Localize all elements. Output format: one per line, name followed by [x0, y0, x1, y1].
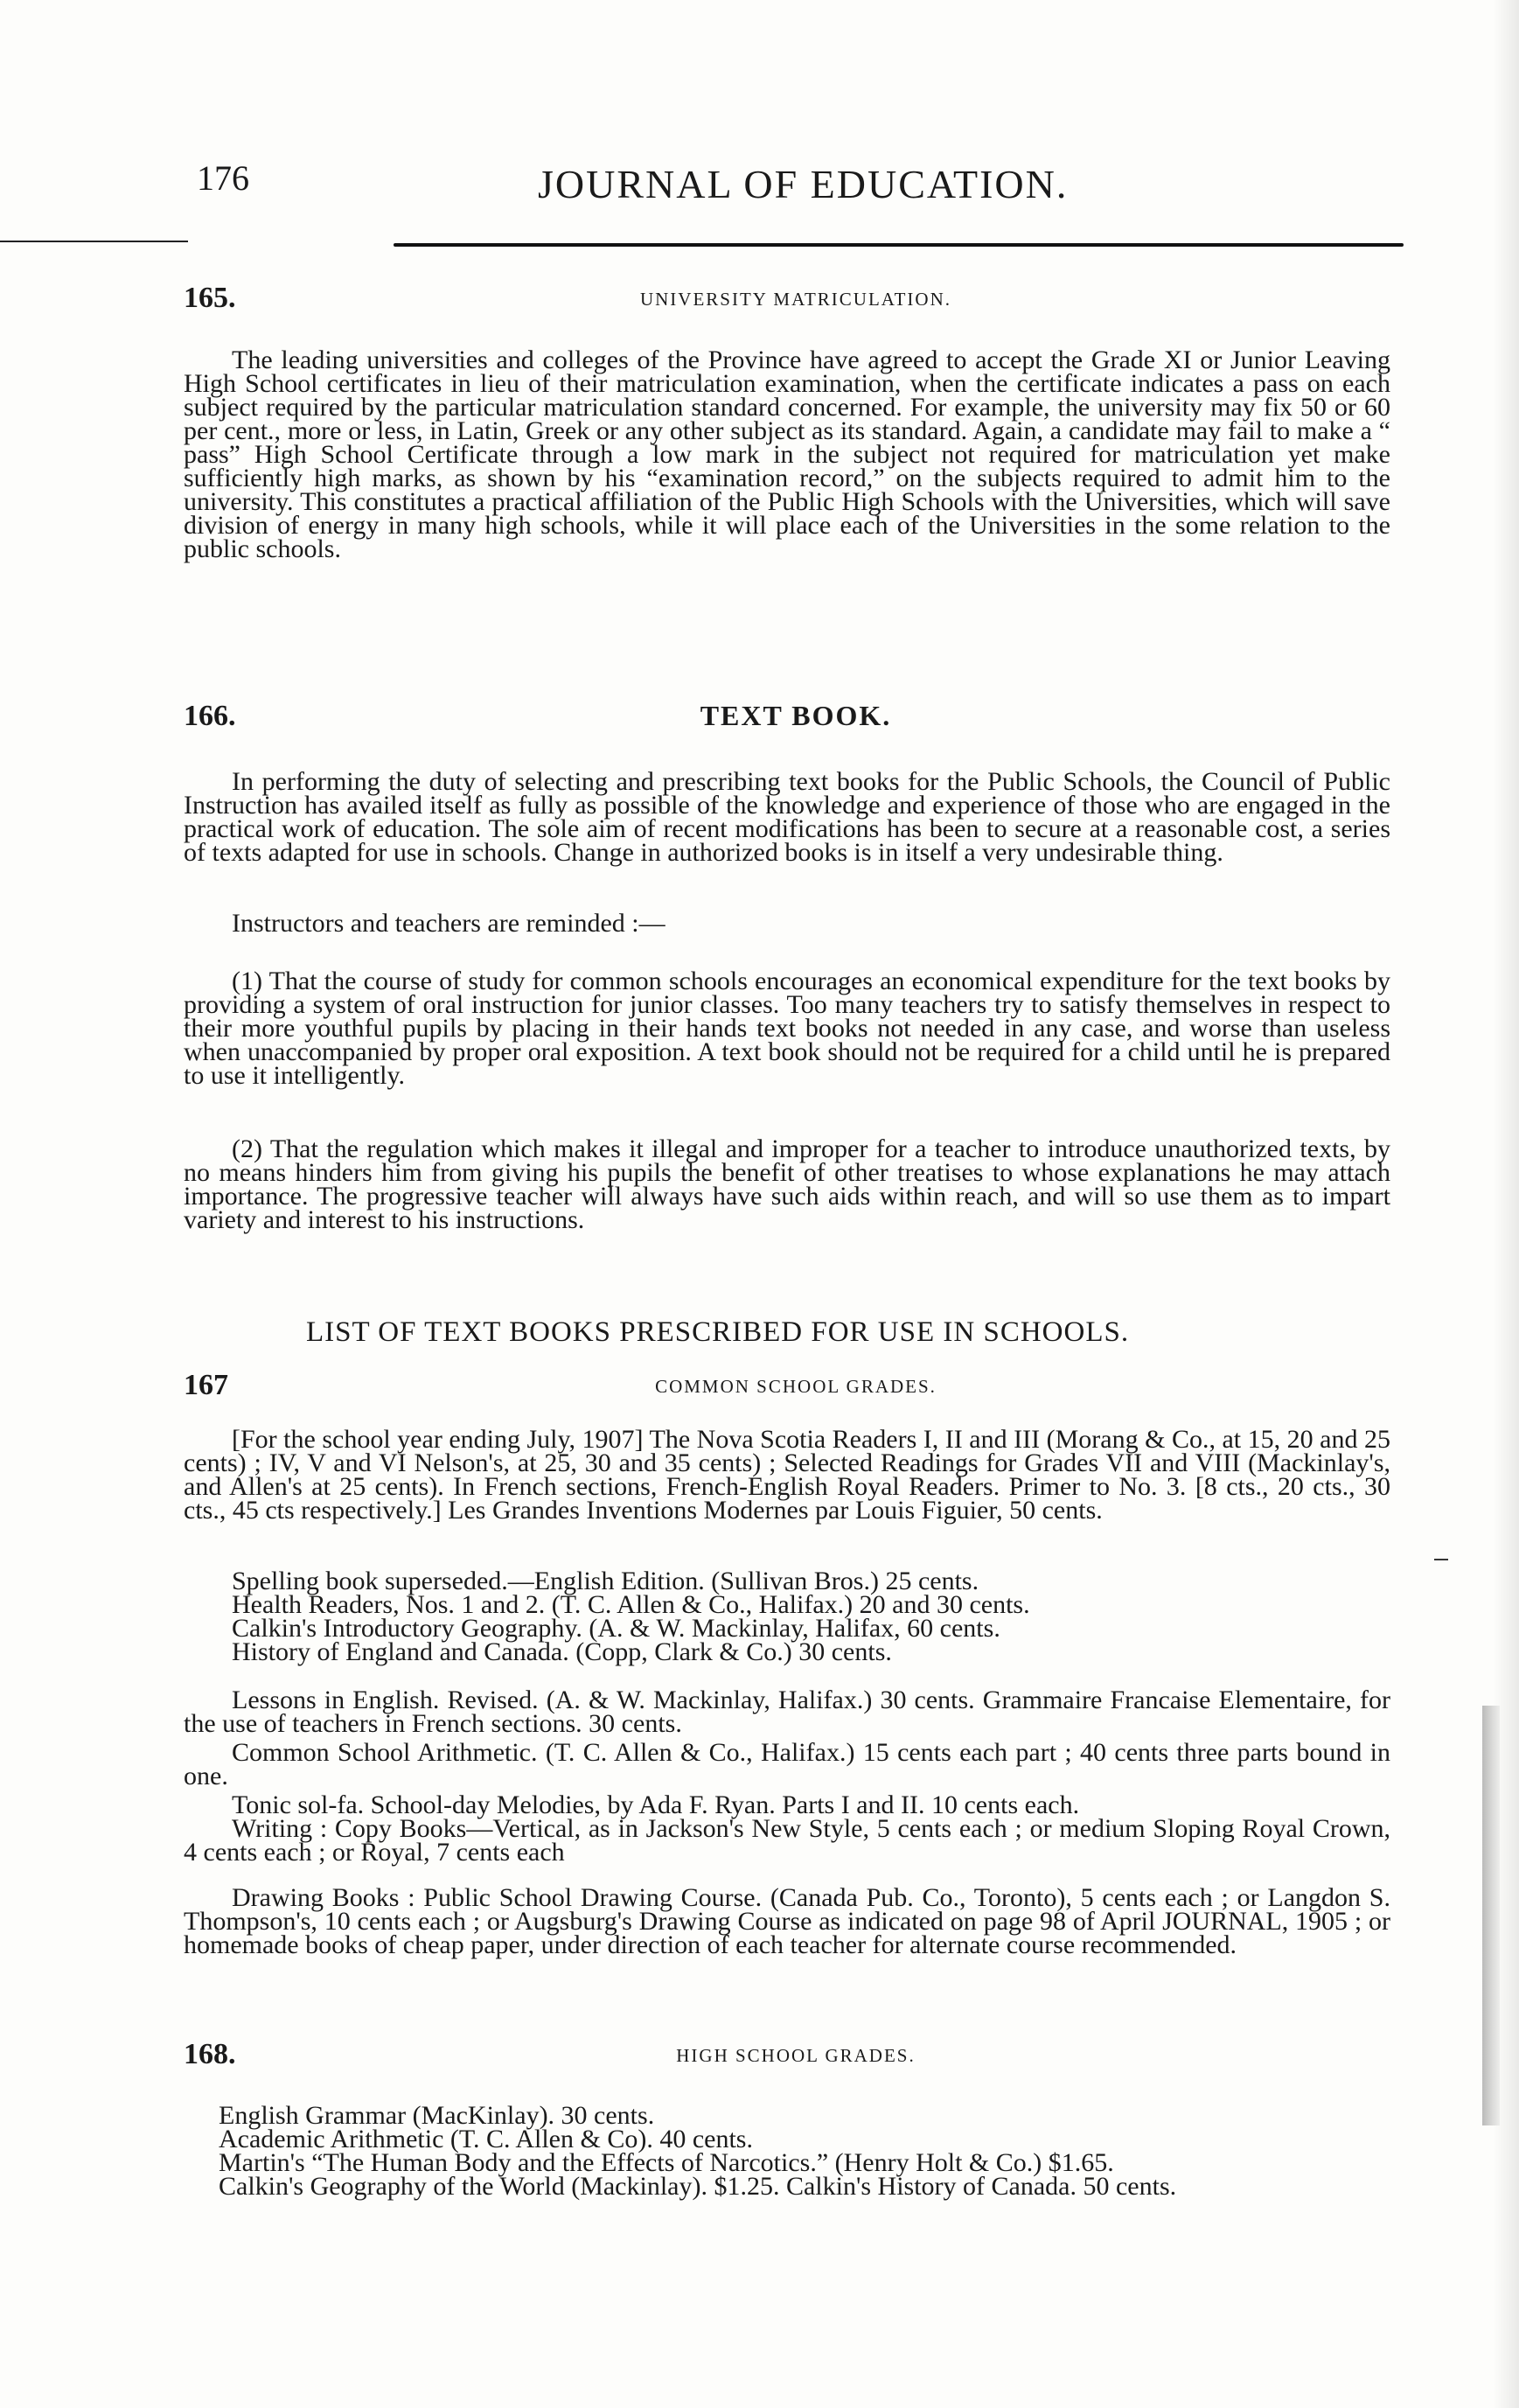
section-166-item-1: (1) That the course of study for common schools encourages an economical expenditure for the text books by providing a system of oral instruction for junior classes. Too many teachers try to satisfy themselves in respect to their more youthful pupils by placing in their hands text books not needed in any case, and worse than useless when unaccompanied by proper oral exposition. A text book should not be required for a child until he is prepared to use it intelligently. — [184, 967, 1390, 1090]
section-166-item-2: (2) That the regulation which makes it illegal and improper for a teacher to introduce unauthorized texts, by no means hinders him from giving his pupils the benefit of other treatises to whose explanations he may attach importance. The progressive teacher will always have such aids within reach, and will so use them as to impart variety and interest to his instructions. — [184, 1134, 1390, 1234]
common-school-item: History of England and Canada. (Copp, Clark & Co.) 30 cents. — [232, 1637, 892, 1666]
page-edge-gradient — [1493, 0, 1519, 2408]
section-165-heading — [184, 282, 1408, 317]
common-school-item: Common School Arithmetic. (T. C. Allen & Co., Halifax.) 15 cents each part ; 40 cents three parts bound in one. — [184, 1738, 1390, 1790]
header-rule-right — [394, 243, 1404, 247]
page-header — [197, 157, 1404, 219]
common-school-item: Spelling book superseded.—English Edition. (Sullivan Bros.) 25 cents. — [232, 1567, 979, 1595]
section-166-paragraph-2: Instructors and teachers are reminded :— — [232, 909, 665, 938]
section-166-heading — [184, 700, 1408, 735]
section-number: 166. — [184, 700, 236, 732]
high-school-item: Academic Arithmetic (T. C. Allen & Co). 40 cents. — [219, 2125, 753, 2153]
page-number: 176 — [197, 158, 249, 198]
section-title: TEXT BOOK. — [700, 700, 892, 731]
section-166-paragraph-1: In performing the duty of selecting and prescribing text books for the Public Schools, the Council of Public Instruction has availed itself as fully as possible of the knowledge and experience of those who are engaged in the practical work of education. The sole aim of recent modifications has been to secure at a reasonable cost, a series of texts adapted for use in schools. Change in authorized books is in itself a very undesirable thing. — [184, 767, 1390, 867]
common-school-item: Tonic sol-fa. School-day Melodies, by Ada F. Ryan. Parts I and II. 10 cents each. — [232, 1790, 1080, 1819]
common-school-item: Calkin's Introductory Geography. (A. & W. Mackinlay, Halifax, 60 cents. — [232, 1614, 1000, 1643]
header-rule-left — [0, 241, 188, 242]
section-title: UNIVERSITY MATRICULATION. — [639, 289, 952, 310]
margin-dash — [1434, 1559, 1448, 1560]
section-168-heading — [184, 2038, 1408, 2073]
list-heading: LIST OF TEXT BOOKS PRESCRIBED FOR USE IN SCHOOLS. — [306, 1316, 1130, 1348]
high-school-item: English Grammar (MacKinlay). 30 cents. — [219, 2101, 655, 2130]
section-title: COMMON SCHOOL GRADES. — [655, 1376, 937, 1397]
high-school-item: Calkin's Geography of the World (Mackinlay). $1.25. Calkin's History of Canada. 50 cents. — [219, 2172, 1177, 2201]
journal-title: JOURNAL OF EDUCATION. — [538, 162, 1069, 206]
section-number: 167 — [184, 1369, 228, 1401]
common-school-item: Lessons in English. Revised. (A. & W. Mackinlay, Halifax.) 30 cents. Grammaire Francaise Elementaire, for the use of teachers in French sections. 30 cents. — [184, 1686, 1390, 1738]
section-number: 168. — [184, 2038, 236, 2070]
section-167-heading — [184, 1369, 1408, 1404]
common-school-item: Drawing Books : Public School Drawing Course. (Canada Pub. Co., Toronto), 5 cents each ; or Langdon S. Thompson's, 10 cents each ; or Augsburg's Drawing Course as indicated on page 98 of April JOURNAL, 1905 ; or homemade books of cheap paper, under direction of each teacher for alternate course recommended. — [184, 1883, 1390, 1959]
high-school-list — [184, 2101, 1390, 2201]
common-school-item: Health Readers, Nos. 1 and 2. (T. C. Allen & Co., Halifax.) 20 and 30 cents. — [232, 1590, 1030, 1619]
section-number: 165. — [184, 282, 236, 314]
common-school-intro: [For the school year ending July, 1907] The Nova Scotia Readers I, II and III (Morang & Co., at 15, 20 and 25 cents) ; IV, V and VI Nelson's, at 25, 30 and 35 cents) ; Selected Readings for Grades VII and VIII (Mackinlay's, and Allen's at 25 cents). In French sections, French-English Royal Readers. Primer to No. 3. [8 cts., 20 cts., 30 cts., 45 cts respectively.] Les Grandes Inventions Modernes par Louis Figuier, 50 cents. — [184, 1425, 1390, 1525]
high-school-item: Martin's “The Human Body and the Effects of Narcotics.” (Henry Holt & Co.) $1.65. — [219, 2148, 1114, 2177]
common-school-item: Writing : Copy Books—Vertical, as in Jackson's New Style, 5 cents each ; or medium Sloping Royal Crown, 4 cents each ; or Royal, 7 cents each — [184, 1814, 1390, 1867]
section-165-paragraph: The leading universities and colleges of the Province have agreed to accept the Grade XI or Junior Leaving High School certificates in lieu of their matriculation examination, when the certificate indicates a pass on each subject required by the particular matriculation standard concerned. For example, the university may fix 50 or 60 per cent., more or less, in Latin, Greek or any other subject as its standard. Again, a candidate may fail to make a “ pass” High School Certificate through a low mark in the subject not required for matriculation yet make sufficiently high marks, as shown by his “examination record,” on the subjects required to admit him to the university. This constitutes a practical affiliation of the Public High Schools with the Universities, which will save division of energy in many high schools, while it will place each of the Universities in the some relation to the public schools. — [184, 345, 1390, 563]
section-title: HIGH SCHOOL GRADES. — [676, 2045, 916, 2066]
